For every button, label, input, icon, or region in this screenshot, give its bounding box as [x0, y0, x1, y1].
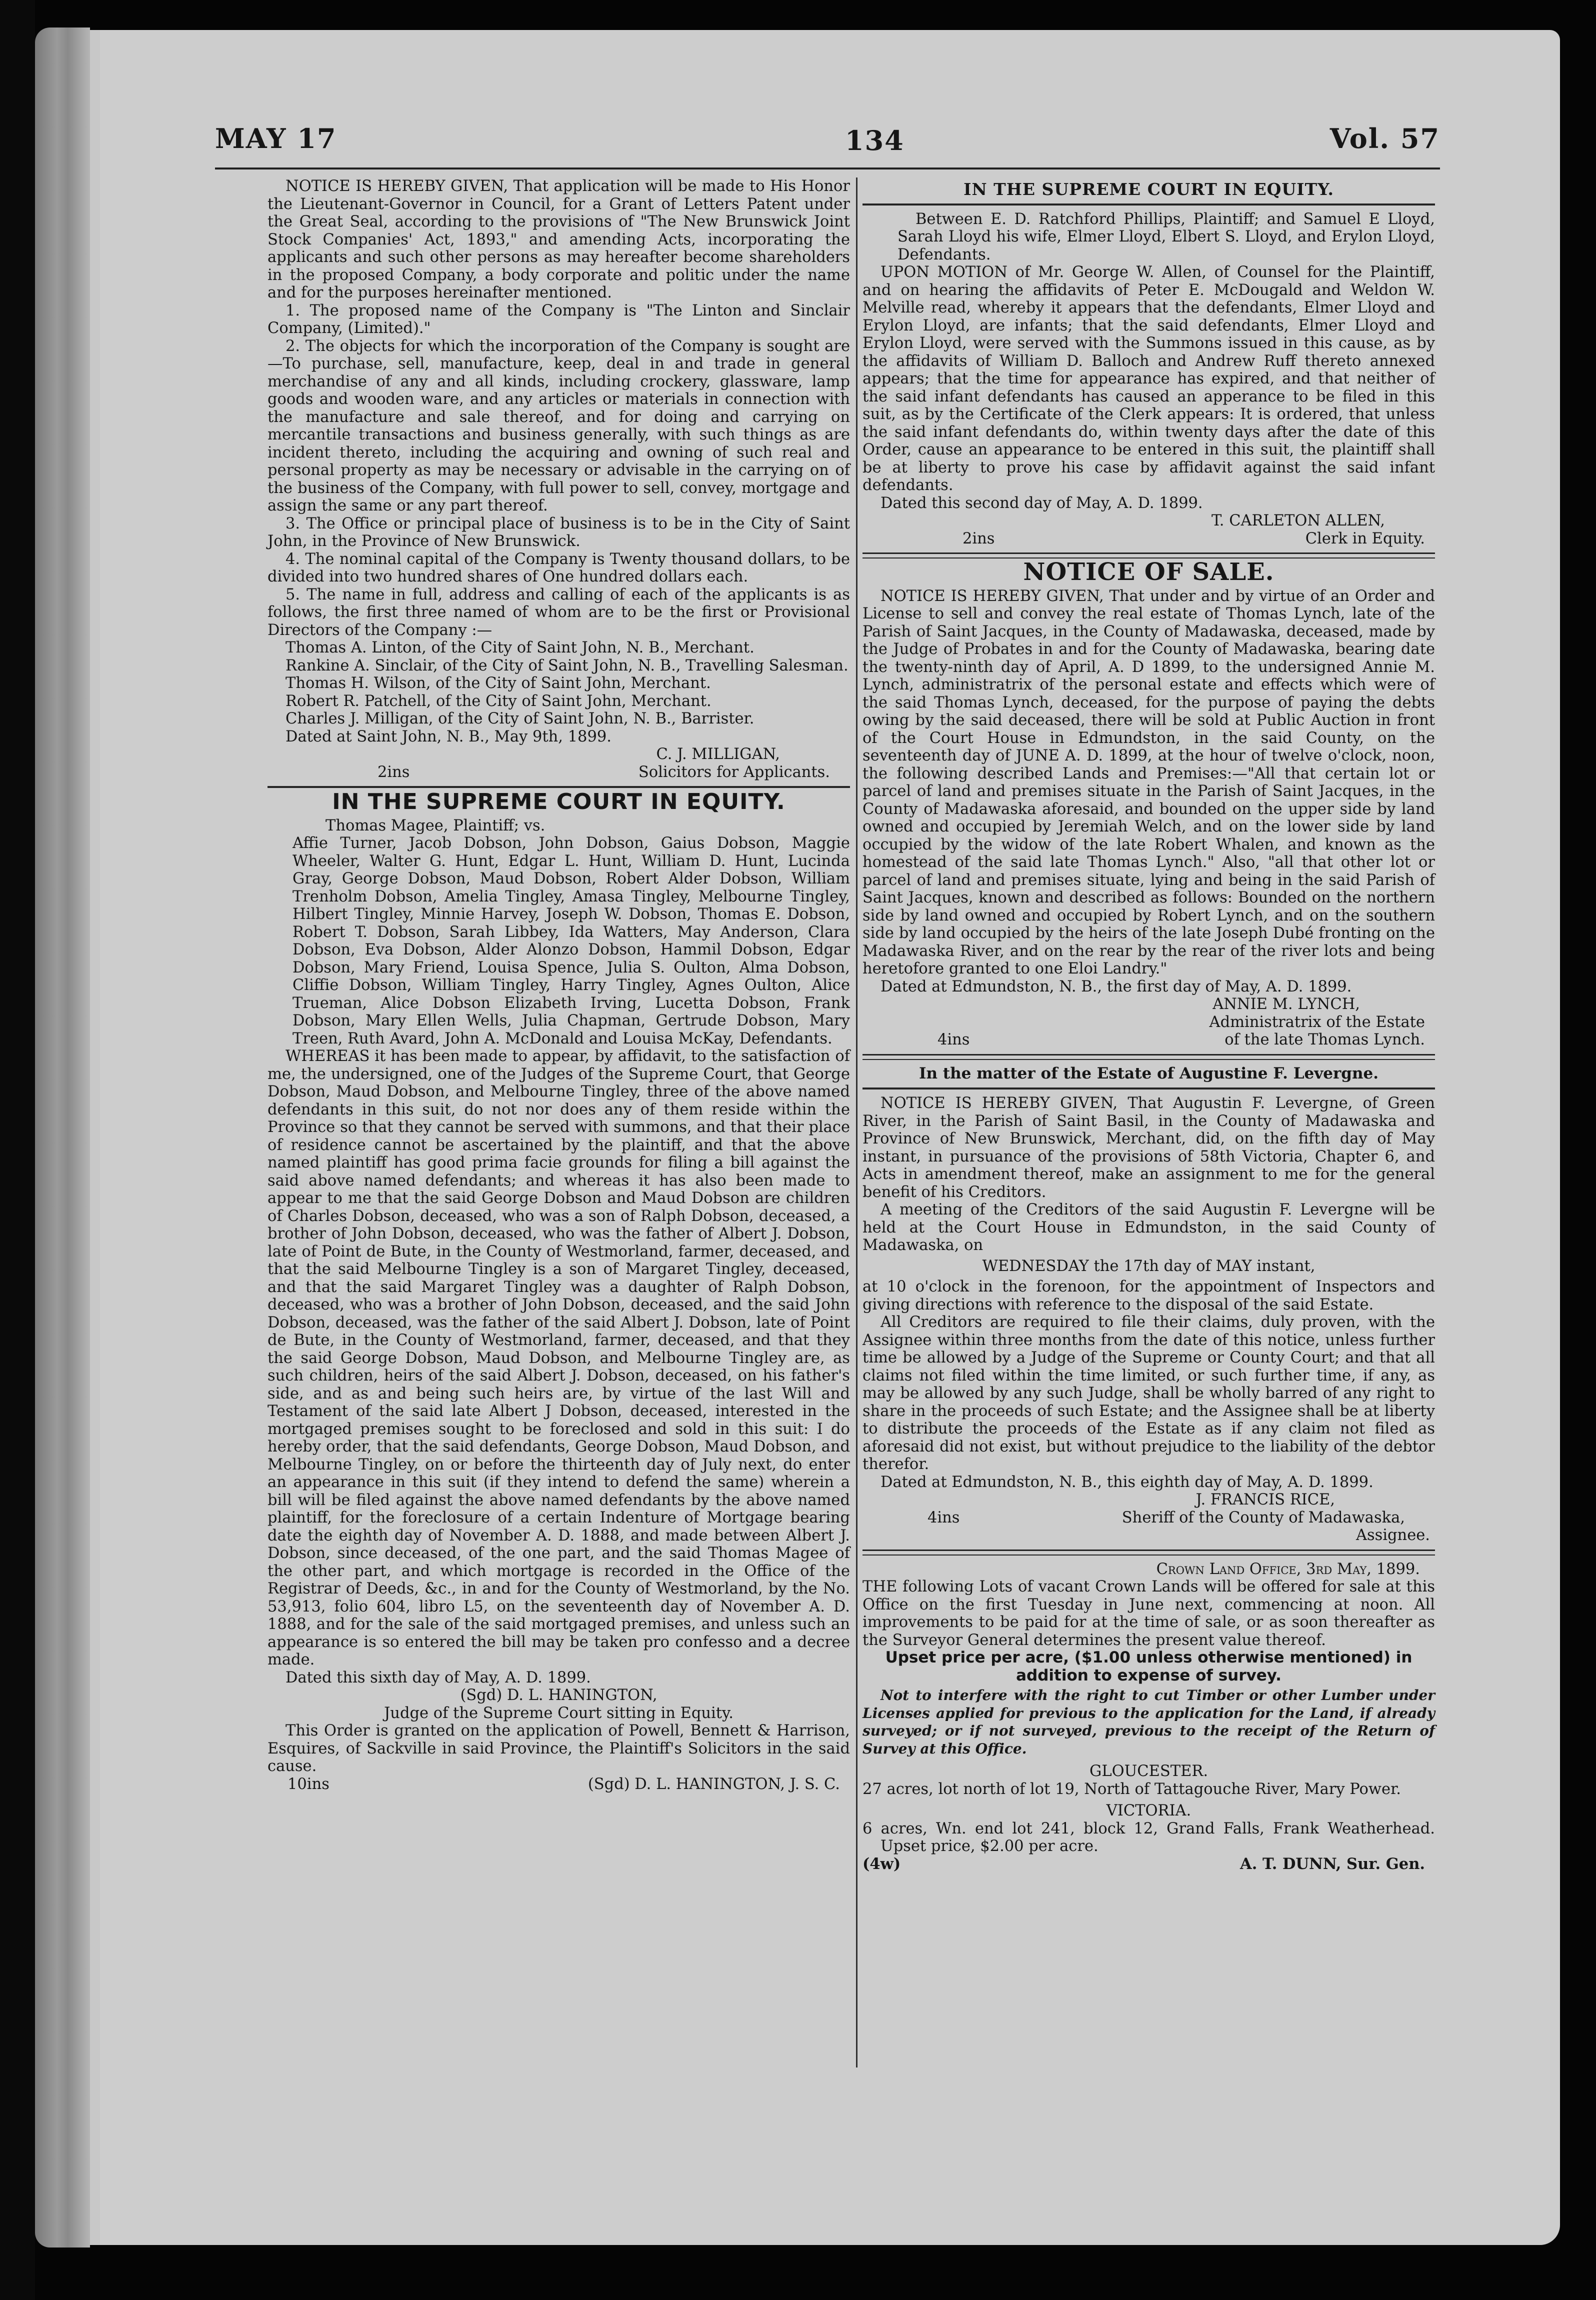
insertion-count: 10ins: [288, 1775, 330, 1793]
applicant-name: Rankine A. Sinclair, of the City of Saint John, N. B., Travelling Salesman.: [286, 656, 848, 674]
signature-name: (Sgd) D. L. HANINGTON, J. S. C.: [588, 1775, 840, 1793]
county-heading: VICTORIA.: [1106, 1802, 1192, 1820]
notice-equity-phillips: [862, 180, 1435, 548]
header-date: MAY 17: [215, 122, 337, 154]
notice-levergne-estate: [862, 1065, 1435, 1544]
signature-title: Sheriff of the County of Madawaska,: [1122, 1508, 1405, 1526]
meeting-details: at 10 o'clock in the forenoon, for the appointment of Inspectors and giving directions with reference to the disposal of the said Estate.: [862, 1278, 1435, 1314]
section-heading: In the matter of the Estate of Augustine F. Levergne.: [918, 1064, 1379, 1082]
granted-note: This Order is granted on the application of Powell, Bennett & Harrison, Esquires, of Sackville in said Province, the Plaintiff's Solicitors in the said cause.: [268, 1722, 850, 1775]
applicant-name: Charles J. Milligan, of the City of Saint John, N. B., Barrister.: [286, 710, 754, 728]
objects-paragraph: 2. The objects for which the incorporation of the Company is sought are—To purchase, sell, manufacture, keep, deal in and trade in general merchandise of any and all kinds, including crockery, glassware, lamp goods and wooden ware, and any articles or materials in connection with the manufacture and sale thereof, and for doing and carrying on mercantile transactions and business generally, with such things as are incident thereto, including the acquiring and owning of such real and personal property as may be necessary or advisable in the carrying on of the business of the Company, with full power to sell, convey, mortgage and assign the same or any part thereof.: [268, 337, 850, 514]
heading-rule: [862, 1088, 1435, 1090]
notice-linton-sinclair: [268, 178, 850, 781]
right-column: [862, 178, 1435, 1873]
dated-line: Dated this sixth day of May, A. D. 1899.: [286, 1668, 591, 1686]
lot-description: 27 acres, lot north of lot 19, North of Tattagouche River, Mary Power.: [862, 1780, 1402, 1798]
estate-body: NOTICE IS HEREBY GIVEN, That Augustin F. Levergne, of Green River, in the Parish of Saint Basil, in the County of Madawaska and Province of New Brunswick, Merchant, did, on the fifth day of May instant, in pursuance of the provisions of 58th Victoria, Chapter 6, and Acts in amendment thereof, make an assignment to me for the general benefit of his Creditors.: [862, 1094, 1435, 1201]
company-name-paragraph: 1. The proposed name of the Company is "The Linton and Sinclair Company, (Limited).": [268, 302, 850, 337]
signature-title: Solicitors for Applicants.: [638, 763, 830, 781]
applicants-paragraph: 5. The name in full, address and calling of each of the applicants is as follows, the first three named of whom are to be the first or Provisional Directors of the Company :—: [268, 586, 850, 639]
header-rule: [215, 168, 1440, 170]
insertion-count: 2ins: [962, 530, 995, 548]
lot-description: 6 acres, Wn. end lot 241, block 12, Grand Falls, Frank Weatherhead. Upset price, $2.00 per acre.: [862, 1820, 1435, 1855]
insertion-count: 4ins: [928, 1508, 960, 1526]
order-body: WHEREAS it has been made to appear, by affidavit, to the satisfaction of me, the undersigned, one of the Judges of the Supreme Court, that George Dobson, Maud Dobson, and Melbourne Tingley, three of the above named defendants in this suit, do not nor does any of them reside within the Province so that they cannot be served with summons, and that their place of residence cannot be ascertained by the plaintiff, and that the above named plaintiff has good prima facie grounds for filing a bill against the said above named defendants; and whereas it has also been made to appear to me that the said George Dobson and Maud Dobson are children of Charles Dobson, deceased, who was a son of Ralph Dobson, deceased, a brother of John Dobson, deceased, who was the father of Albert J. Dobson, late of Point de Bute, in the County of Westmorland, farmer, deceased, and that the said Melbourne Tingley is a son of Margaret Tingley, deceased, and that the said Margaret Tingley was a daughter of Ralph Dobson, deceased, who was a brother of John Dobson, deceased, and the said John Dobson, deceased, was the father of the said Albert J. Dobson, late of Point de Bute, in the County of Westmorland, farmer, deceased, and that they the said George Dobson, Maud Dobson, and Melbourne Tingley are, as such children, heirs of the said Albert J. Dobson, deceased, on his father's side, and as and being such heirs are, by virtue of the last Will and Testament of the said late Albert J Dobson, deceased, interested in the mortgaged premises sought to be foreclosed and sold in this suit: I do hereby order, that the said defendants, George Dobson, Maud Dobson, and Melbourne Tingley, on or before the thirteenth day of July next, do enter an appearance in this suit (if they intend to defend the same) wherein a bill will be filed against the above named defendants by the above named plaintiff, for the foreclosure of a certain Indenture of Mortgage bearing date the eighth day of November A. D. 1888, and made between Albert J. Dobson, since deceased, of the one part, and the said Thomas Magee of the other part, and which mortgage is recorded in the Office of the Registrar of Deeds, &c., in and for the County of Westmorland, by the No. 53,913, folio 604, libro L5, on the seventeenth day of November A. D. 1888, and for the sale of the said mortgaged premises, and unless such an appearance is so entered the bill may be taken pro confesso and a decree made.: [268, 1048, 850, 1668]
running-header: [215, 118, 1440, 172]
heading-rule: [862, 204, 1435, 206]
parties-line: Between E. D. Ratchford Phillips, Plaintiff; and Samuel E Lloyd, Sarah Lloyd his wife, Elmer Lloyd, Elbert S. Lloyd, and Erylon Lloyd, Defendants.: [898, 210, 1435, 264]
section-heading: IN THE SUPREME COURT IN EQUITY.: [332, 789, 786, 814]
capital-paragraph: 4. The nominal capital of the Company is Twenty thousand dollars, to be divided into two hundred shares of One hundred dollars each.: [268, 550, 850, 586]
crown-body: THE following Lots of vacant Crown Lands will be offered for sale at this Office on the first Tuesday in June next, commencing at noon. All improvements to be paid for at the time of sale, or as soon thereafter as the Surveyor General determines the present value thereof.: [862, 1578, 1435, 1649]
signature-name: (Sgd) D. L. HANINGTON,: [460, 1686, 658, 1704]
timber-condition: Not to interfere with the right to cut Timber or other Lumber under Licenses applied for previous to the application for the Land, if already surveyed; or if not surveyed, previous to the receipt of the Return of Survey at this Office.: [862, 1687, 1435, 1757]
page-number: 134: [845, 124, 904, 156]
signature-name: J. FRANCIS RICE,: [1196, 1491, 1335, 1508]
creditors-paragraph: All Creditors are required to file their claims, duly proven, with the Assignee within three months from the date of this notice, unless further time be allowed by a Judge of the Supreme or County Court; and that all claims not filed within the time limited, or such further time, if any, as may be allowed by any such Judge, shall be wholly barred of any right to share in the proceeds of such Estate; and the Assignee shall be at liberty to distribute the proceeds of the Estate as if any claim not filed as aforesaid did not exist, but without prejudice to the liability of the debtor therefor.: [862, 1314, 1435, 1473]
signature-name: T. CARLETON ALLEN,: [1211, 512, 1385, 530]
section-rule: [862, 1550, 1435, 1556]
signature-title: Assignee.: [1356, 1526, 1430, 1544]
signature-title: of the late Thomas Lynch.: [1224, 1031, 1425, 1048]
applicant-name: Thomas A. Linton, of the City of Saint John, N. B., Merchant.: [286, 639, 754, 656]
notice-crown-lands: [862, 1560, 1435, 1874]
volume-number: Vol. 57: [1330, 122, 1440, 154]
sale-body: NOTICE IS HEREBY GIVEN, That under and by virtue of an Order and License to sell and convey the real estate of Thomas Lynch, late of the Parish of Saint Jacques, in the County of Madawaska, deceased, made by the Judge of Probates in and for the County of Madawaska, bearing date the twenty-ninth day of April, A. D 1899, to the undersigned Annie M. Lynch, administratrix of the personal estate and effects which were of the said Thomas Lynch, deceased, for the purpose of paying the debts owing by the said deceased, there will be sold at Public Auction in front of the Court House in Edmundston, in the said County, on the seventeenth day of JUNE A. D. 1899, at the hour of twelve o'clock, noon, the following described Lands and Premises:—"All that certain lot or parcel of land and premises situate in the Parish of Saint Jacques, in the County of Madawaska aforesaid, and bounded on the upper side by land owned and occupied by Jeremiah Welch, and on the lower side by land occupied by the widow of the late Robert Whalen, and known as the homestead of the said late Thomas Lynch." Also, "all that other lot or parcel of land and premises situate, lying and being in the said Parish of Saint Jacques, known and described as follows: Bounded on the northern side by land owned and occupied by Robert Lynch, and on the southern side by land occupied by the heirs of the late Joseph Dubé fronting on the Madawaska River, and on the rear by the rear of the river lots and being heretofore granted to one Eloi Landry.": [862, 587, 1435, 978]
notice-equity-magee: [268, 789, 850, 1793]
signature-name: C. J. MILLIGAN,: [656, 746, 780, 763]
dated-line: Dated this second day of May, A. D. 1899.: [880, 494, 1203, 512]
dated-line: Dated at Saint John, N. B., May 9th, 1899.: [286, 728, 612, 746]
signature-title: Administratrix of the Estate: [1209, 1013, 1425, 1031]
section-heading: IN THE SUPREME COURT IN EQUITY.: [964, 180, 1334, 199]
county-heading: GLOUCESTER.: [1089, 1762, 1208, 1780]
section-rule: [862, 1054, 1435, 1060]
meeting-paragraph: A meeting of the Creditors of the said Augustin F. Levergne will be held at the Court House in Edmundston, in the said County of Madawaska, on: [862, 1201, 1435, 1254]
binding-shadow: [0, 0, 35, 2300]
signature-title: Clerk in Equity.: [1305, 530, 1425, 548]
order-body: UPON MOTION of Mr. George W. Allen, of Counsel for the Plaintiff, and on hearing the affidavits of Peter E. McDougald and Weldon W. Melville read, whereby it appears that the defendants, Elmer Lloyd and Erylon Lloyd, are infants; that the said defendants, Elmer Lloyd and Erylon Lloyd, were served with the Summons issued in this cause, as by the affidavits of William D. Balloch and Andrew Ruff thereto annexed appears; that the time for appearance has expired, and that neither of the said infant defendants has caused an apperance to be filed in this suit, as by the Certificate of the Clerk appears: It is ordered, that unless the said infant defendants do, within twenty days after the date of this Order, cause an appearance to be entered in this suit, the plaintiff shall be at liberty to prove his case by affidavit against the said infant defendants.: [862, 264, 1435, 494]
signature-name: ANNIE M. LYNCH,: [1212, 996, 1360, 1013]
office-dateline: Crown Land Office, 3rd May, 1899.: [1156, 1560, 1420, 1578]
upset-price-note: Upset price per acre, ($1.00 unless otherwise mentioned) in addition to expense of survey.: [885, 1648, 1412, 1684]
insertion-count: 4ins: [938, 1031, 970, 1048]
notice-paragraph: NOTICE IS HEREBY GIVEN, That application will be made to His Honor the Lieutenant-Governor in Council, for a Grant of Letters Patent under the Great Seal, according to the provisions of "The New Brunswick Joint Stock Companies' Act, 1893," and amending Acts, incorporating the applicants and such other persons as may hereafter become shareholders in the proposed Company, a body corporate and politic under the name and for the purposes hereinafter mentioned.: [268, 178, 850, 302]
insertion-count: (4w): [862, 1854, 901, 1873]
meeting-date: WEDNESDAY the 17th day of MAY instant,: [982, 1257, 1316, 1275]
notice-of-sale: [862, 558, 1435, 1049]
insertion-count: 2ins: [378, 763, 410, 781]
defendants-list: Affie Turner, Jacob Dobson, John Dobson, Gaius Dobson, Maggie Wheeler, Walter G. Hunt, Edgar L. Hunt, William D. Hunt, Lucinda Gray, George Dobson, Maud Dobson, Robert Alder Dobson, William Trenholm Dobson, Amelia Tingley, Amasa Tingley, Melbourne Tingley, Hilbert Tingley, Minnie Harvey, Joseph W. Dobson, Thomas E. Dobson, Robert T. Dobson, Sarah Libbey, Ida Watters, May Anderson, Clara Dobson, Eva Dobson, Alder Alonzo Dobson, Hammil Dobson, Edgar Dobson, Mary Friend, Louisa Spence, Julia S. Oulton, Alma Dobson, Cliffie Dobson, William Tingley, Harry Tingley, Agnes Oulton, Alice Trueman, Alice Dobson Elizabeth Irving, Lucetta Dobson, Frank Dobson, Mary Ellen Wells, Julia Chapman, Gertrude Dobson, Mary Treen, Ruth Avard, John A. McDonald and Louisa McKay, Defendants.: [292, 834, 850, 1048]
signature-title: Judge of the Supreme Court sitting in Equity.: [384, 1704, 734, 1722]
book-spine: [35, 28, 90, 2248]
office-paragraph: 3. The Office or principal place of business is to be in the City of Saint John, in the Province of New Brunswick.: [268, 514, 850, 550]
section-heading: NOTICE OF SALE.: [1023, 558, 1274, 586]
dated-line: Dated at Edmundston, N. B., the first day of May, A. D. 1899.: [880, 978, 1352, 996]
page-edge: [90, 30, 100, 2245]
section-rule: [268, 786, 850, 788]
column-divider: [856, 178, 858, 2068]
parties-line: Thomas Magee, Plaintiff; vs.: [326, 816, 546, 834]
applicant-name: Robert R. Patchell, of the City of Saint John, Merchant.: [286, 692, 712, 710]
left-column: [268, 178, 850, 1793]
applicant-name: Thomas H. Wilson, of the City of Saint John, Merchant.: [286, 674, 711, 692]
dated-line: Dated at Edmundston, N. B., this eighth day of May, A. D. 1899.: [880, 1473, 1374, 1491]
signature-name: A. T. DUNN, Sur. Gen.: [1240, 1854, 1425, 1873]
